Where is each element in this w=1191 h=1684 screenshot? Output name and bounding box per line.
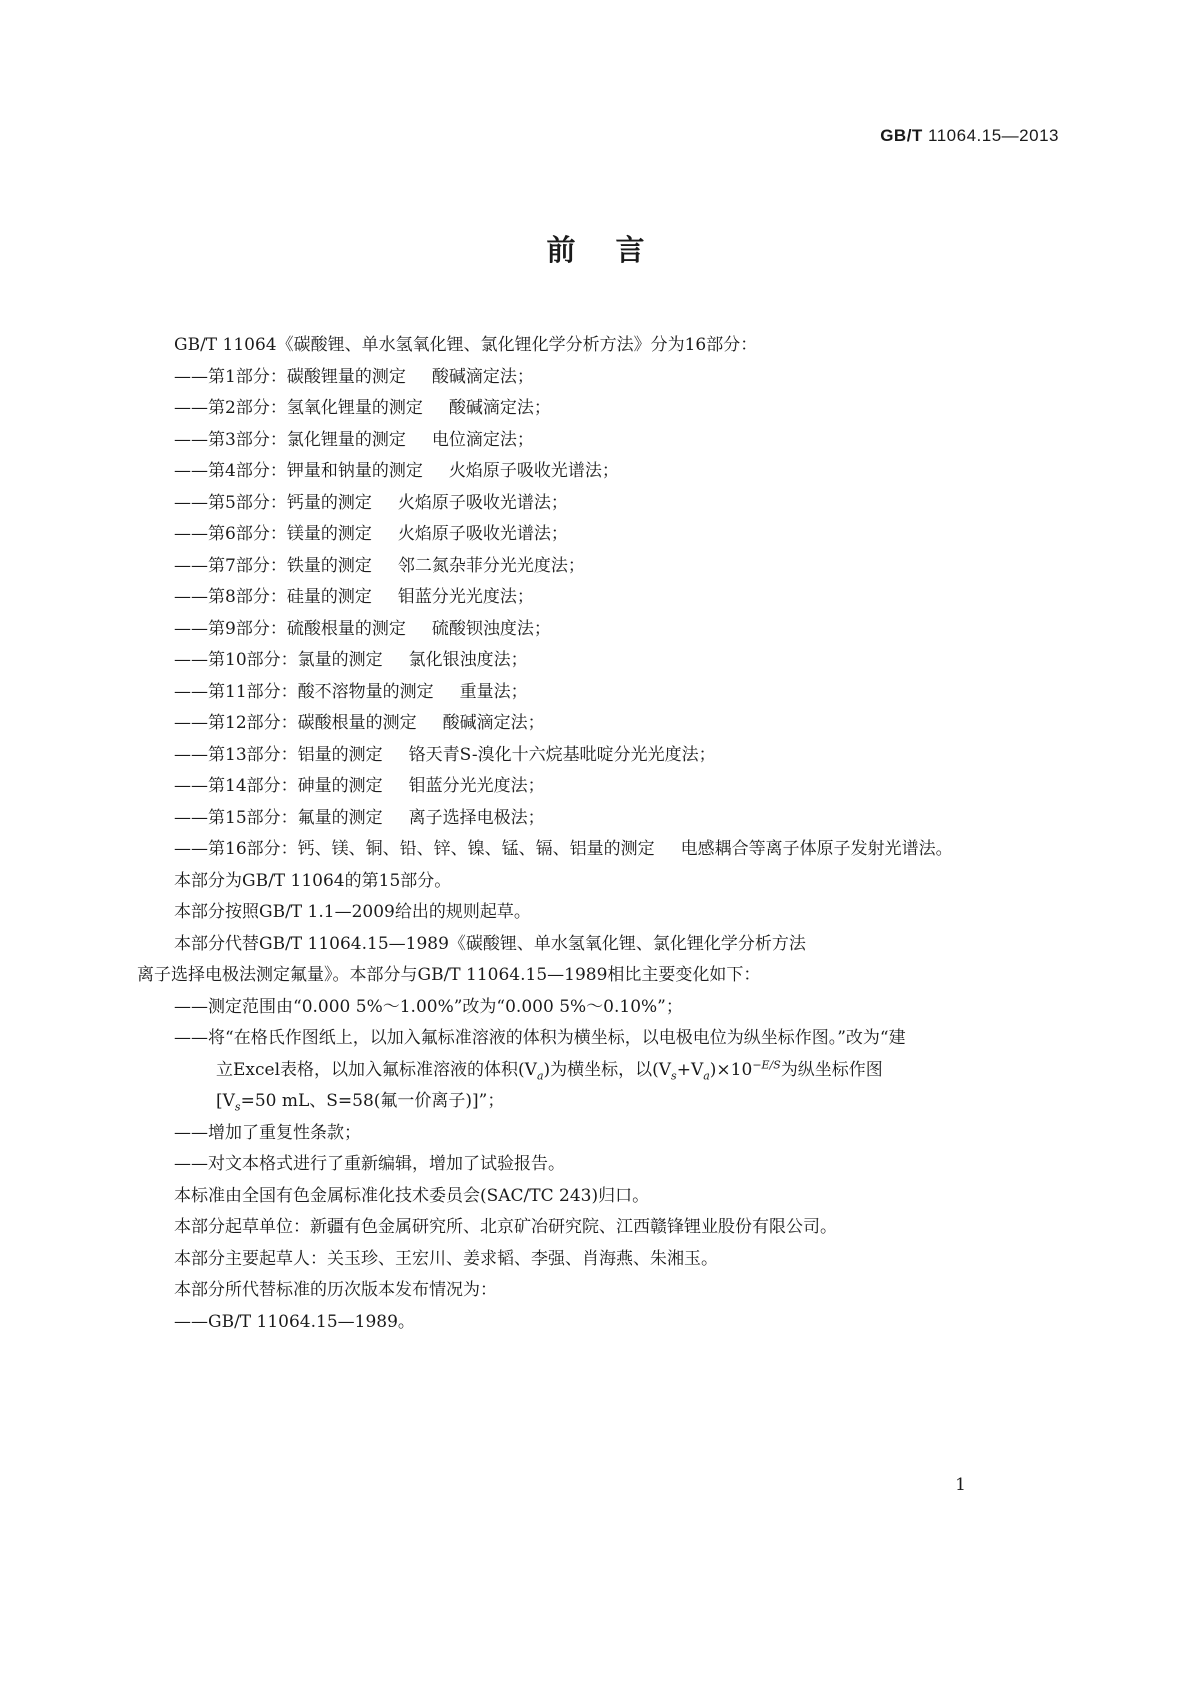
part-item: ——第7部分：铁量的测定 邻二氮杂菲分光光度法； bbox=[174, 555, 585, 576]
part-item: ——第8部分：硅量的测定 钼蓝分光光度法； bbox=[174, 587, 534, 607]
page-title: 前言 bbox=[546, 233, 685, 267]
part-item: ——第12部分：碳酸根量的测定 酸碱滴定法； bbox=[174, 713, 545, 733]
replaces-paragraph-line2: 离子选择电极法测定氟量》。本部分与GB/T 11064.15—1989相比主要变化如下： bbox=[137, 965, 761, 985]
change-item-continuation: [$V_s=50$ mL、S=58(氟一价离子)]”； bbox=[216, 1091, 505, 1114]
standard-number: 11064.15—2013 bbox=[928, 126, 1059, 145]
part-item: ——第9部分：硫酸根量的测定 硫酸钡浊度法； bbox=[174, 618, 551, 639]
part-item: ——第10部分：氯量的测定 氯化银浊度法； bbox=[174, 650, 528, 670]
history-paragraph: 本部分所代替标准的历次版本发布情况为： bbox=[174, 1280, 497, 1300]
part-item: ——第3部分：氯化锂量的测定 电位滴定法； bbox=[174, 429, 534, 450]
foreword-body bbox=[137, 330, 1061, 1338]
part-item: ——第16部分：钙、镁、铜、铅、锌、镍、锰、镉、铝量的测定 电感耦合等离子体原子发射光谱法。 bbox=[174, 839, 953, 859]
intro-paragraph: GB/T 11064《碳酸锂、单水氢氧化锂、氯化锂化学分析方法》分为16部分： bbox=[174, 335, 758, 355]
part-item: ——第5部分：钙量的测定 火焰原子吸收光谱法； bbox=[174, 492, 568, 513]
drafting-units-paragraph: 本部分起草单位：新疆有色金属研究所、北京矿冶研究院、江西赣锋锂业股份有限公司。 bbox=[174, 1217, 837, 1237]
change-item: ——对文本格式进行了重新编辑，增加了试验报告。 bbox=[174, 1154, 565, 1174]
change-item-continuation: 立Excel表格，以加入氟标准溶液的体积$(V_a)$为横坐标，以$(V_s+V_a)\times 10^{-E/S}$为纵坐标作图 bbox=[216, 1057, 883, 1082]
part-item: ——第15部分：氟量的测定 离子选择电极法； bbox=[174, 807, 545, 828]
standard-prefix: GB/T bbox=[880, 126, 923, 145]
drafting-rule-paragraph: 本部分按照GB/T 1.1—2009给出的规则起草。 bbox=[174, 902, 531, 922]
drafters-paragraph: 本部分主要起草人：关玉珍、王宏川、姜求韬、李强、肖海燕、朱湘玉。 bbox=[174, 1248, 718, 1269]
change-item: ——将“在格氏作图纸上，以加入氟标准溶液的体积为横坐标，以电极电位为纵坐标作图。”改为“建 bbox=[174, 1028, 906, 1048]
centralized-paragraph: 本标准由全国有色金属标准化技术委员会(SAC/TC 243)归口。 bbox=[174, 1185, 650, 1206]
change-item: ——增加了重复性条款； bbox=[174, 1122, 361, 1143]
standard-number-header bbox=[880, 126, 1059, 146]
part-item: ——第14部分：砷量的测定 钼蓝分光光度法； bbox=[174, 776, 545, 796]
this-part-paragraph: 本部分为GB/T 11064的第15部分。 bbox=[174, 870, 452, 891]
part-item: ——第13部分：铝量的测定 铬天青S-溴化十六烷基吡啶分光光度法； bbox=[174, 744, 716, 765]
part-item: ——第1部分：碳酸锂量的测定 酸碱滴定法； bbox=[174, 366, 534, 387]
part-item: ——第2部分：氢氧化锂量的测定 酸碱滴定法； bbox=[174, 398, 551, 418]
page-number: 1 bbox=[955, 1475, 966, 1495]
replaces-paragraph-line1: 本部分代替GB/T 11064.15—1989《碳酸锂、单水氢氧化锂、氯化锂化学分析方法 bbox=[174, 933, 806, 954]
part-item: ——第4部分：钾量和钠量的测定 火焰原子吸收光谱法； bbox=[174, 461, 619, 481]
part-item: ——第11部分：酸不溶物量的测定 重量法； bbox=[174, 681, 528, 702]
history-item: ——GB/T 11064.15—1989。 bbox=[174, 1311, 415, 1332]
change-item: ——测定范围由“0.000 5%～1.00%”改为“0.000 5%～0.10%”； bbox=[174, 996, 683, 1017]
part-item: ——第6部分：镁量的测定 火焰原子吸收光谱法； bbox=[174, 524, 568, 544]
